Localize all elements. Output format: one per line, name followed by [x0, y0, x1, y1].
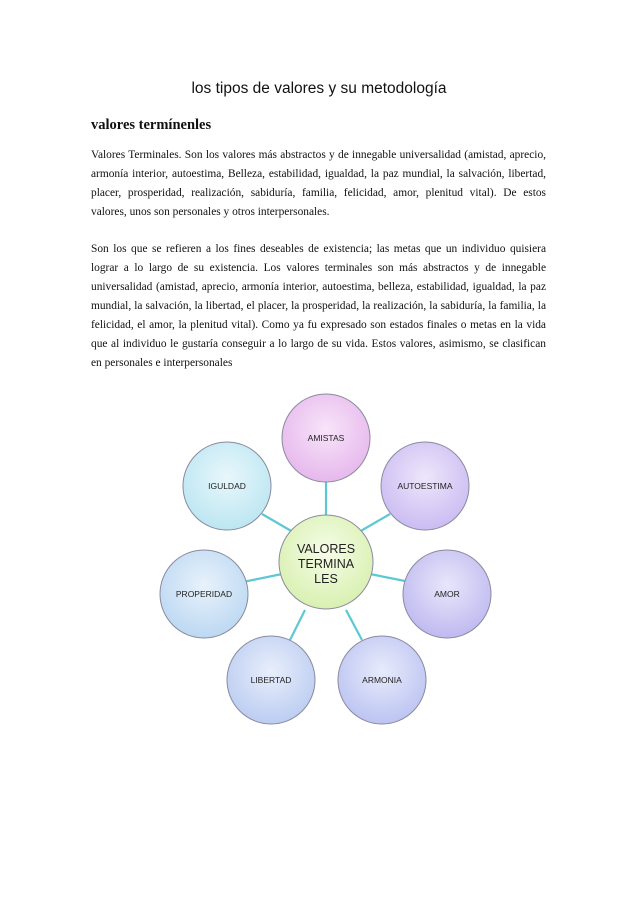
connector-armonia: [346, 610, 362, 640]
paragraph-2: Son los que se refieren a los fines deseables de existencia; las metas que un individuo quisiera lograr a lo largo de su existencia. Los valores terminales son más abstractos y de innegable universalidad (amistad, aprecio, armonía interior, autoestima, belleza, estabilidad, igualdad, la paz mundial, la salvación, la libertad, el placer, la prosperidad, la realización, la sabiduría, la familia, la felicidad, el amor, la plenitud vital). Como ya fu expresado son estados finales o metas en la vida que al individuo le gustaría conseguir a lo largo de su vida. Estos valores, asimismo, se clasifican en personales e interpersonales: [91, 243, 546, 369]
center-label-line2: TERMINA: [297, 557, 355, 571]
node-amor: [403, 550, 491, 638]
node-armonia: [338, 636, 426, 724]
node-label-properidad: PROPERIDAD: [175, 589, 233, 599]
node-label-amor: AMOR: [434, 589, 460, 599]
node-autoestima: [381, 442, 469, 530]
node-center: [279, 515, 373, 609]
section-heading: valores termínenles: [91, 117, 212, 133]
node-properidad: [160, 550, 248, 638]
page-title: los tipos de valores y su metodología: [191, 80, 447, 97]
paragraph-1: Valores Terminales. Son los valores más abstractos y de innegable universalidad (amistad, aprecio, armonía interior, autoestima, Belleza, estabilidad, igualdad, la paz mundial, la salvación, libertad, placer, prosperidad, realización, sabiduría, familia, felicidad, amor, plenitud vital). De estos valores, unos son personales y otros interpersonales.: [91, 149, 546, 218]
connector-properidad: [243, 574, 282, 582]
node-libertad: [227, 636, 315, 724]
node-label-igulldad: IGULDAD: [208, 481, 246, 491]
node-label-armonia: ARMONIA: [362, 675, 402, 685]
connector-amor: [370, 574, 410, 582]
node-label-libertad: LIBERTAD: [250, 675, 292, 685]
node-label-amistas: AMISTAS: [307, 433, 345, 443]
connector-autoestima: [359, 514, 390, 532]
node-amistas: [282, 394, 370, 482]
node-label-autoestima: AUTOESTIMA: [397, 481, 453, 491]
node-igulldad: [183, 442, 271, 530]
center-label-line1: VALORES: [296, 542, 356, 556]
connector-igulldad: [262, 514, 293, 532]
center-label-line3: LES: [314, 572, 338, 586]
connector-libertad: [290, 610, 305, 640]
